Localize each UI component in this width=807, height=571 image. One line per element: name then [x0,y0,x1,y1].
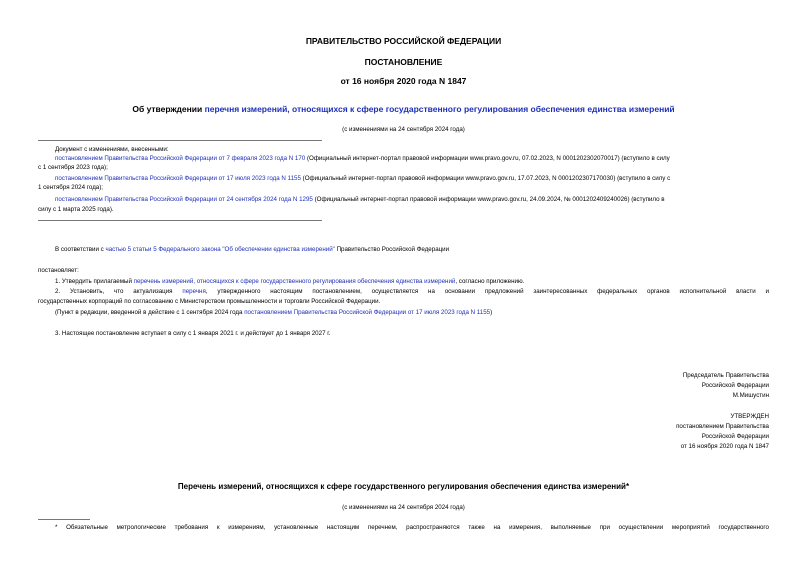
point-2-note-prefix: (Пункт в редакции, введенной в действие с 1 сентября 2024 года [55,309,245,316]
point-2-text: , утвержденного настоящим постановлением, осуществляется на основании предложений заинтересованных федеральных органов исполнительной власти и [205,288,769,295]
point-2-list-link[interactable]: перечня [182,288,206,295]
change-item-3 [55,195,665,204]
change-item-2 [55,174,670,183]
change-item-3-cont: силу с 1 марта 2025 года). [38,206,114,213]
preamble-suffix: Правительство Российской Федерации [334,246,450,253]
preamble-law-link[interactable]: частью 5 статьи 5 Федерального закона "Об обеспечении единства измерений" [105,246,335,253]
change-item-1-link[interactable]: постановлением Правительства Российской Федерации от 7 февраля 2023 года N 170 [55,155,306,162]
point-2-note-suffix: ) [490,309,493,316]
point-1-suffix: , согласно приложению. [455,278,525,285]
change-item-1-text: (Официальный интернет-портал правовой информации www.pravo.gov.ru, 07.02.2023, N 0001202302070017) (вступило в силу [305,155,670,162]
change-item-1-cont: с 1 сентября 2023 года); [38,164,108,171]
change-item-3-text: (Официальный интернет-портал правовой информации www.pravo.gov.ru, 24.09.2024, № 0001202409240026) (вступило в [312,196,665,203]
footnote-text: * Обязательные метрологические требования к измерениям, установленные настоящим перечнем, распространяются также на измерения, выполняемые при осуществлении мероприятий государственного [55,524,769,531]
approved-country: Российской Федерации [701,433,769,440]
title-prefix: Об утверждении [132,104,205,114]
preamble [55,245,449,254]
point-1-list-link[interactable]: перечень измерений, относящихся к сфере государственного регулирования обеспечения единства измерений [133,278,456,285]
point-2-note [55,308,492,317]
changes-intro: Документ с изменениями, внесенными: [55,146,169,153]
preamble-prefix: В соответствии с [55,246,106,253]
signature-country: Российской Федерации [701,382,769,389]
changes-top-divider [38,140,322,141]
point-3: 3. Настоящее постановление вступает в силу с 1 января 2021 г. и действует до 1 января 2027 г. [55,330,331,337]
signature-position: Председатель Правительства [682,372,769,379]
signature-name: М.Мишустин [732,392,769,399]
approved-label: УТВЕРЖДЕН [730,413,769,420]
change-item-3-link[interactable]: постановлением Правительства Российской Федерации от 24 сентября 2024 года N 1295 [55,196,313,203]
footnote-divider [38,519,90,520]
point-1-prefix: 1. Утвердить прилагаемый [55,278,134,285]
point-2-note-link[interactable]: постановлением Правительства Российской Федерации от 17 июля 2023 года N 1155 [244,309,491,316]
list-subtitle: (с изменениями на 24 сентября 2024 года) [342,504,465,511]
title-subtitle: (с изменениями на 24 сентября 2024 года) [342,126,465,133]
document-date-number: от 16 ноября 2020 года N 1847 [340,76,467,86]
point-2-line-2: государственных корпораций по согласованию с Министерством промышленности и торговли Российской Федерации. [38,298,381,305]
title-link[interactable]: перечня измерений, относящихся к сфере государственного регулирования обеспечения единства измерений [204,104,675,114]
change-item-2-link[interactable]: постановлением Правительства Российской Федерации от 17 июля 2023 года N 1155 [55,175,301,182]
point-2-prefix: 2. Установить, что актуализация [55,288,183,295]
document-title [0,104,807,114]
change-item-1 [55,154,670,163]
change-item-2-text: (Официальный интернет-портал правовой информации www.pravo.gov.ru, 17.07.2023, N 0001202307170030) (вступило в силу с [300,175,671,182]
list-title: Перечень измерений, относящихся к сфере государственного регулирования обеспечения единства измерений* [177,482,630,491]
point-2-line-1 [55,287,769,296]
changes-bottom-divider [38,220,322,221]
document-type: ПОСТАНОВЛЕНИЕ [364,57,443,67]
decides-word: постановляет: [38,267,79,274]
approved-by: постановлением Правительства [676,423,769,430]
government-name: ПРАВИТЕЛЬСТВО РОССИЙСКОЙ ФЕДЕРАЦИИ [305,36,502,46]
change-item-2-cont: 1 сентября 2024 года); [38,184,104,191]
approved-date: от 16 ноября 2020 года N 1847 [680,443,769,450]
point-1 [55,277,524,286]
